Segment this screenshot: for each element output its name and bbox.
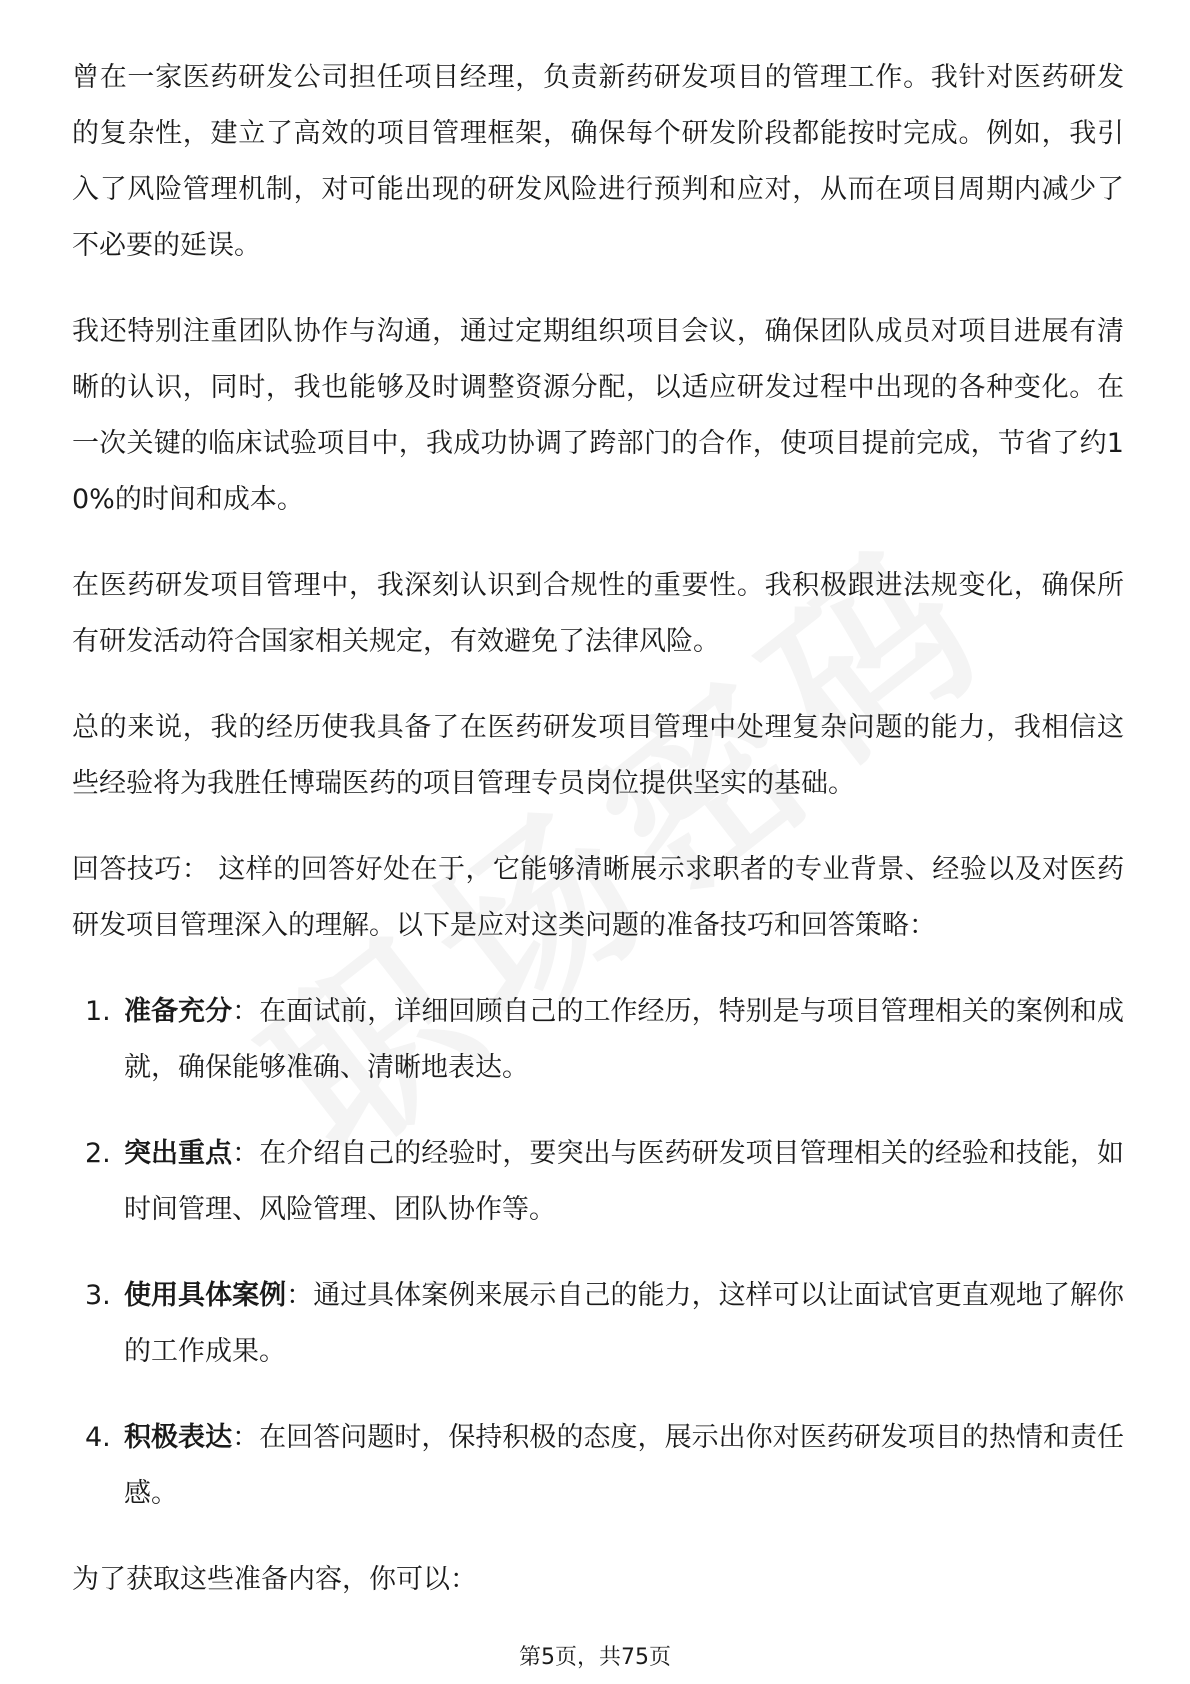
list-text: ：在面试前，详细回顾自己的工作经历，特别是与项目管理相关的案例和成就，确保能够准确、清晰地表达。	[124, 996, 1125, 1083]
list-term: 突出重点	[124, 1138, 233, 1169]
list-item	[72, 1268, 1124, 1380]
list-item	[72, 1410, 1124, 1522]
list-number: 4.	[85, 1422, 111, 1453]
list-text: ：在介绍自己的经验时，要突出与医药研发项目管理相关的经验和技能，如时间管理、风险管理、团队协作等。	[124, 1138, 1125, 1225]
paragraph-answer-tips: 回答技巧： 这样的回答好处在于，它能够清晰展示求职者的专业背景、经验以及对医药研发项目管理深入的理解。以下是应对这类问题的准备技巧和回答策略：	[72, 854, 1124, 941]
tips-list	[72, 984, 1124, 1522]
paragraph-4: 总的来说，我的经历使我具备了在医药研发项目管理中处理复杂问题的能力，我相信这些经验将为我胜任博瑞医药的项目管理专员岗位提供坚实的基础。	[72, 712, 1124, 799]
list-text: ：通过具体案例来展示自己的能力，这样可以让面试官更直观地了解你的工作成果。	[124, 1280, 1125, 1367]
list-number: 1.	[85, 996, 111, 1027]
list-number: 2.	[85, 1138, 111, 1169]
paragraph-1: 曾在一家医药研发公司担任项目经理，负责新药研发项目的管理工作。我针对医药研发的复杂性，建立了高效的项目管理框架，确保每个研发阶段都能按时完成。例如，我引入了风险管理机制，对可能出现的研发风险进行预判和应对，从而在项目周期内减少了不必要的延误。	[72, 62, 1124, 261]
paragraph-3: 在医药研发项目管理中，我深刻认识到合规性的重要性。我积极跟进法规变化，确保所有研发活动符合国家相关规定，有效避免了法律风险。	[72, 570, 1124, 657]
list-number: 3.	[85, 1280, 111, 1311]
list-term: 使用具体案例	[124, 1280, 287, 1311]
paragraph-2: 我还特别注重团队协作与沟通，通过定期组织项目会议，确保团队成员对项目进展有清晰的认识，同时，我也能够及时调整资源分配，以适应研发过程中出现的各种变化。在一次关键的临床试验项目中，我成功协调了跨部门的合作，使项目提前完成，节省了约10%的时间和成本。	[72, 316, 1124, 515]
document-body	[72, 50, 1124, 1638]
list-term: 积极表达	[124, 1422, 233, 1453]
page-footer: 第5页，共75页	[519, 1645, 671, 1670]
list-item	[72, 984, 1124, 1096]
list-text: ：在回答问题时，保持积极的态度，展示出你对医药研发项目的热情和责任感。	[124, 1422, 1125, 1509]
closing-paragraph: 为了获取这些准备内容，你可以：	[72, 1564, 477, 1595]
list-item	[72, 1126, 1124, 1238]
list-term: 准备充分	[124, 996, 233, 1027]
